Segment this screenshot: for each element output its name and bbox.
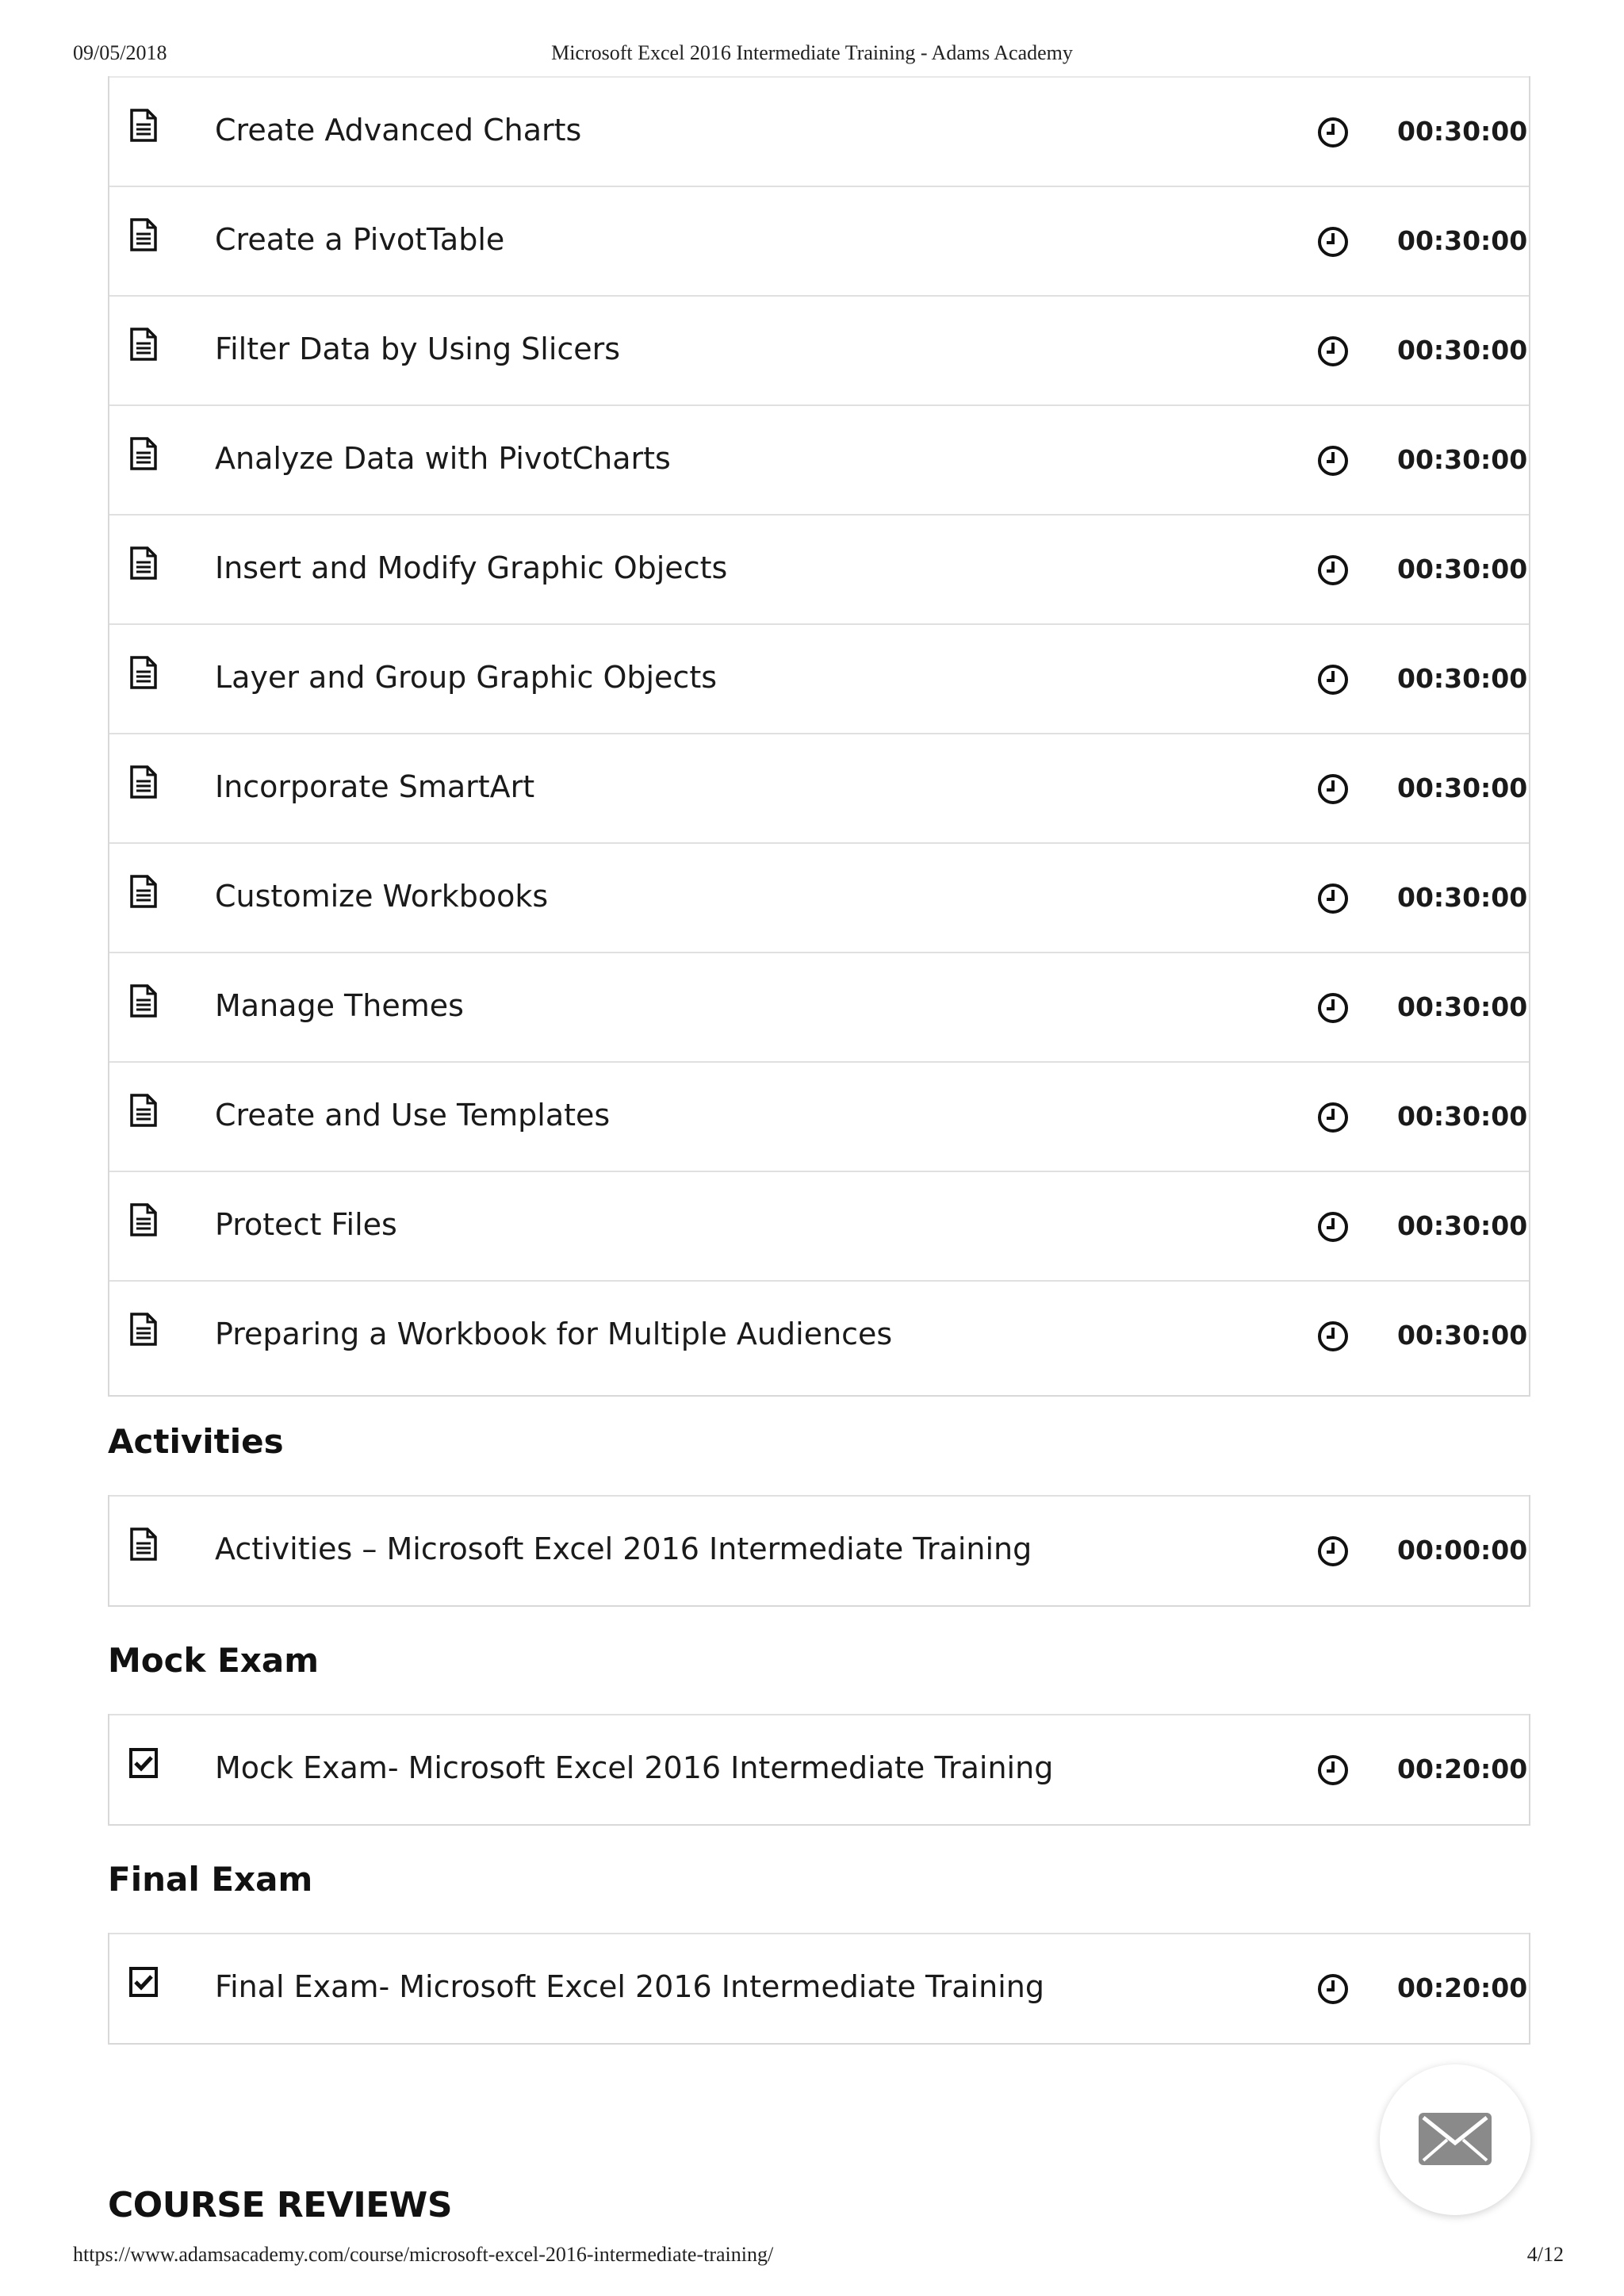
lesson-title: Mock Exam- Microsoft Excel 2016 Intermediate Training: [215, 1750, 1054, 1785]
lesson-title: Protect Files: [215, 1207, 397, 1242]
lesson-duration: 00:30:00: [1397, 444, 1528, 475]
lesson-title: Filter Data by Using Slicers: [215, 332, 621, 366]
print-url: https://www.adamsacademy.com/course/microsoft-excel-2016-intermediate-training/: [73, 2243, 774, 2266]
lesson-duration: 00:30:00: [1397, 225, 1528, 256]
checkbox-quiz-icon: [128, 1964, 159, 1999]
lesson-title: Manage Themes: [215, 988, 464, 1023]
document-icon: [128, 765, 159, 799]
document-icon: [128, 1312, 159, 1347]
section-heading-activities: Activities: [108, 1422, 284, 1461]
lesson-duration: 00:20:00: [1397, 1754, 1528, 1784]
document-icon: [128, 546, 159, 581]
clock-icon: [1316, 882, 1350, 915]
clock-icon: [1316, 1754, 1350, 1787]
document-icon: [128, 327, 159, 362]
lesson-duration: 00:30:00: [1397, 554, 1528, 585]
lesson-duration: 00:20:00: [1397, 1972, 1528, 2003]
final-exam-list: [108, 1933, 1530, 2045]
lesson-title: Create a PivotTable: [215, 222, 505, 257]
lesson-duration: 00:30:00: [1397, 991, 1528, 1022]
lesson-row[interactable]: [109, 1280, 1529, 1389]
clock-icon: [1316, 1535, 1350, 1568]
clock-icon: [1316, 1101, 1350, 1134]
document-icon: [128, 655, 159, 690]
curriculum-lesson-list: [108, 76, 1530, 1397]
clock-icon: [1316, 554, 1350, 587]
document-icon: [128, 1093, 159, 1128]
document-icon: [128, 983, 159, 1018]
lesson-row[interactable]: [109, 1495, 1529, 1604]
clock-icon: [1316, 444, 1350, 477]
lesson-title: Insert and Modify Graphic Objects: [215, 550, 728, 585]
lesson-row[interactable]: [109, 952, 1529, 1061]
print-header: [0, 41, 1624, 68]
lesson-row[interactable]: [109, 514, 1529, 623]
lesson-duration: 00:30:00: [1397, 335, 1528, 366]
mock-exam-list: [108, 1714, 1530, 1826]
clock-icon: [1316, 1972, 1350, 2006]
lesson-duration: 00:00:00: [1397, 1535, 1528, 1566]
lesson-row[interactable]: [109, 1714, 1529, 1823]
clock-icon: [1316, 225, 1350, 259]
lesson-row[interactable]: [109, 76, 1529, 186]
lesson-title: Create Advanced Charts: [215, 113, 582, 148]
print-date: 09/05/2018: [73, 41, 167, 64]
lesson-duration: 00:30:00: [1397, 1101, 1528, 1132]
print-footer: [0, 2243, 1624, 2270]
lesson-title: Layer and Group Graphic Objects: [215, 660, 718, 695]
clock-icon: [1316, 1210, 1350, 1244]
lesson-row[interactable]: [109, 1171, 1529, 1280]
clock-icon: [1316, 335, 1350, 368]
course-reviews-heading: COURSE REVIEWS: [108, 2185, 453, 2225]
lesson-row[interactable]: [109, 842, 1529, 952]
document-icon: [128, 1202, 159, 1237]
section-heading-final-exam: Final Exam: [108, 1860, 313, 1899]
lesson-row[interactable]: [109, 1933, 1529, 2042]
clock-icon: [1316, 1320, 1350, 1353]
lesson-title: Activities – Microsoft Excel 2016 Intermediate Training: [215, 1531, 1032, 1566]
lesson-duration: 00:30:00: [1397, 1320, 1528, 1351]
print-title: Microsoft Excel 2016 Intermediate Training - Adams Academy: [551, 41, 1073, 64]
lesson-row[interactable]: [109, 623, 1529, 733]
contact-button[interactable]: [1380, 2064, 1530, 2215]
lesson-title: Final Exam- Microsoft Excel 2016 Intermediate Training: [215, 1969, 1044, 2004]
lesson-duration: 00:30:00: [1397, 882, 1528, 913]
document-icon: [128, 217, 159, 252]
lesson-row[interactable]: [109, 295, 1529, 404]
document-icon: [128, 874, 159, 909]
lesson-row[interactable]: [109, 186, 1529, 295]
print-page-number: 4/12: [1526, 2243, 1564, 2266]
lesson-duration: 00:30:00: [1397, 1210, 1528, 1241]
section-heading-mock-exam: Mock Exam: [108, 1641, 319, 1680]
lesson-duration: 00:30:00: [1397, 116, 1528, 147]
clock-icon: [1316, 116, 1350, 149]
lesson-row[interactable]: [109, 1061, 1529, 1171]
lesson-title: Incorporate SmartArt: [215, 769, 535, 804]
document-icon: [128, 1527, 159, 1562]
lesson-row[interactable]: [109, 404, 1529, 514]
lesson-title: Preparing a Workbook for Multiple Audiences: [215, 1317, 893, 1351]
mail-icon: [1415, 2108, 1495, 2171]
document-icon: [128, 108, 159, 143]
checkbox-quiz-icon: [128, 1746, 159, 1780]
lesson-title: Customize Workbooks: [215, 879, 549, 914]
clock-icon: [1316, 772, 1350, 806]
clock-icon: [1316, 991, 1350, 1025]
document-icon: [128, 436, 159, 471]
lesson-duration: 00:30:00: [1397, 772, 1528, 803]
lesson-title: Create and Use Templates: [215, 1098, 611, 1133]
lesson-duration: 00:30:00: [1397, 663, 1528, 694]
clock-icon: [1316, 663, 1350, 696]
lesson-row[interactable]: [109, 733, 1529, 842]
activities-list: [108, 1495, 1530, 1607]
lesson-title: Analyze Data with PivotCharts: [215, 441, 671, 476]
